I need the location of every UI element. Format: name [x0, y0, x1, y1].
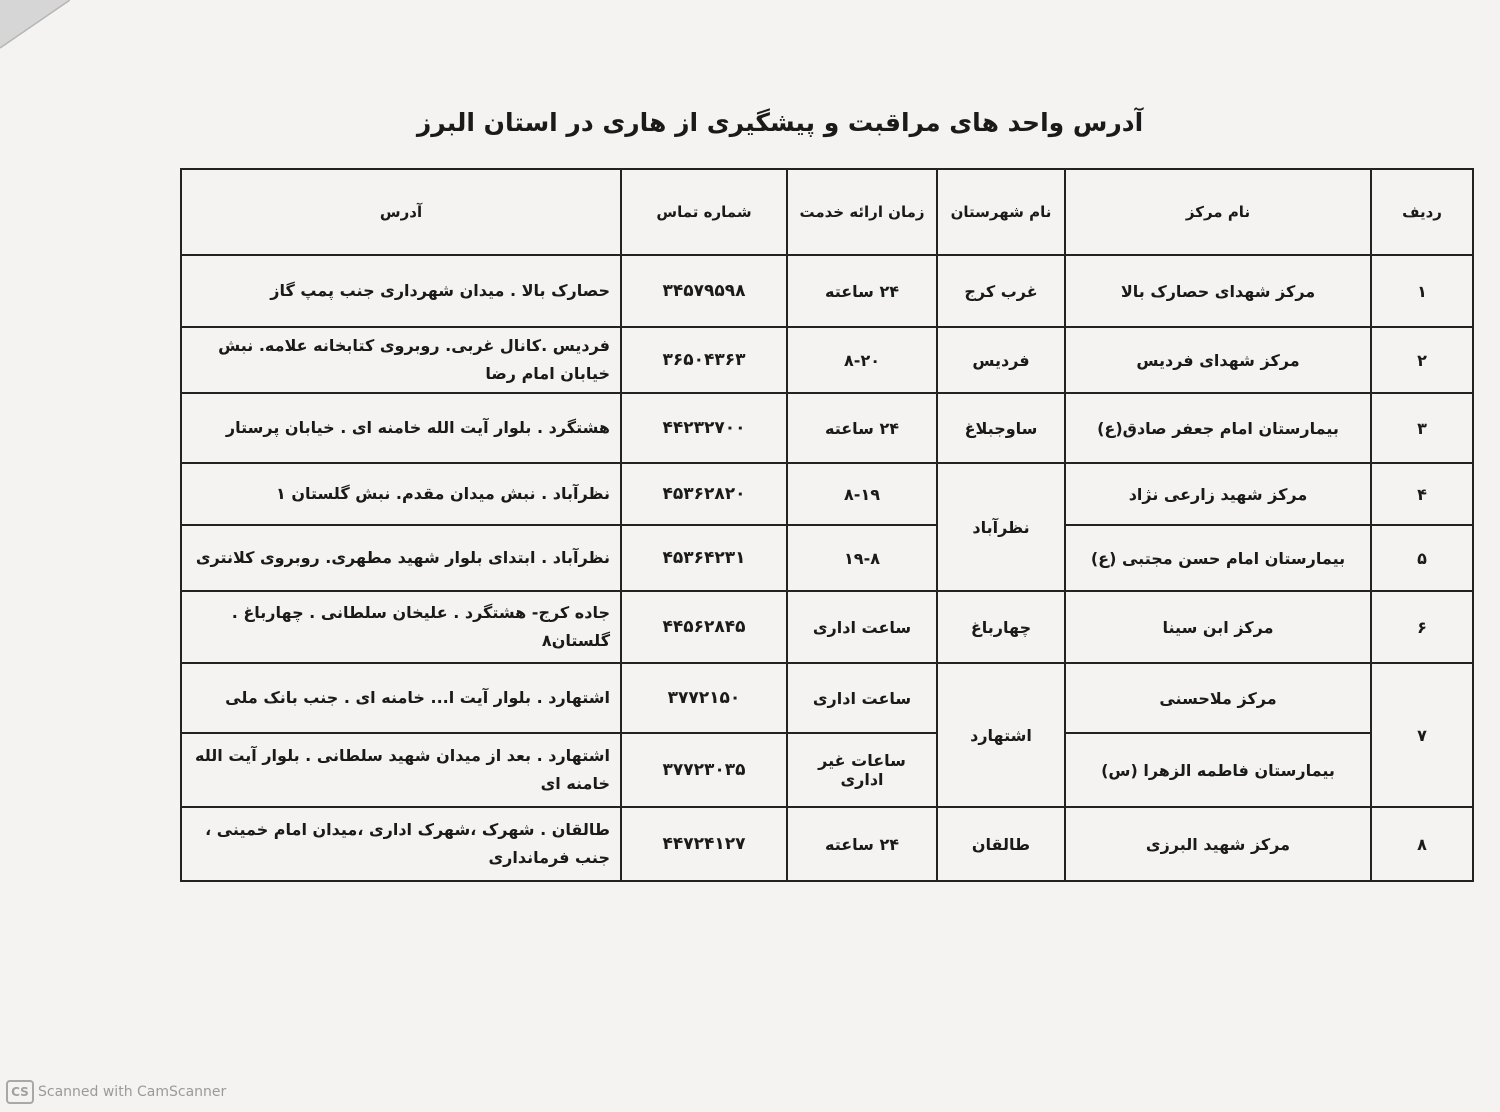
- header-service-hours: زمان ارائه خدمت: [787, 169, 937, 255]
- page-corner-shadow: [0, 0, 70, 50]
- center-name: مرکز شهدای فردیس: [1065, 327, 1371, 393]
- centers-table: [180, 168, 1474, 882]
- row-number: ۵: [1371, 525, 1473, 591]
- header-city: نام شهرستان: [937, 169, 1065, 255]
- service-hours: ساعت اداری: [787, 591, 937, 663]
- address: اشتهارد . بعد از میدان شهید سلطانی . بلوار آیت الله خامنه ای: [181, 733, 621, 807]
- city-name: نظرآباد: [937, 463, 1065, 591]
- service-hours: ساعت اداری: [787, 663, 937, 733]
- center-name: بیمارستان امام جعفر صادق(ع): [1065, 393, 1371, 463]
- table-row: [181, 663, 1473, 733]
- service-hours: ۲۴ ساعته: [787, 807, 937, 881]
- center-name: مرکز شهید زارعی نژاد: [1065, 463, 1371, 525]
- phone-number: ۳۴۵۷۹۵۹۸: [621, 255, 787, 327]
- phone-number: ۳۶۵۰۴۳۶۳: [621, 327, 787, 393]
- city-name: ساوجبلاغ: [937, 393, 1065, 463]
- center-name: بیمارستان فاطمه الزهرا (س): [1065, 733, 1371, 807]
- table-row: [181, 463, 1473, 525]
- service-hours: ۱۹-۸: [787, 525, 937, 591]
- table-row: [181, 591, 1473, 663]
- address: حصارک بالا . میدان شهرداری جنب پمپ گاز: [181, 255, 621, 327]
- address: طالقان . شهرک ،شهرک اداری ،میدان امام خمینی ، جنب فرمانداری: [181, 807, 621, 881]
- phone-number: ۴۵۳۶۲۸۲۰: [621, 463, 787, 525]
- center-name: مرکز ملاحسنی: [1065, 663, 1371, 733]
- service-hours: ۸-۱۹: [787, 463, 937, 525]
- service-hours: ۲۴ ساعته: [787, 255, 937, 327]
- table-row: [181, 327, 1473, 393]
- address: نظرآباد . ابتدای بلوار شهید مطهری. روبروی کلانتری: [181, 525, 621, 591]
- service-hours: ۸-۲۰: [787, 327, 937, 393]
- scanner-text: Scanned with CamScanner: [38, 1084, 227, 1100]
- phone-number: ۳۷۷۲۳۰۳۵: [621, 733, 787, 807]
- city-name: اشتهارد: [937, 663, 1065, 807]
- city-name: چهارباغ: [937, 591, 1065, 663]
- camscanner-watermark: [6, 1080, 226, 1104]
- address: نظرآباد . نبش میدان مقدم. نبش گلستان ۱: [181, 463, 621, 525]
- city-name: طالقان: [937, 807, 1065, 881]
- row-number: ۳: [1371, 393, 1473, 463]
- phone-number: ۴۵۳۶۴۲۳۱: [621, 525, 787, 591]
- service-hours: ۲۴ ساعته: [787, 393, 937, 463]
- center-name: بیمارستان امام حسن مجتبی (ع): [1065, 525, 1371, 591]
- city-name: غرب کرج: [937, 255, 1065, 327]
- row-number: ۶: [1371, 591, 1473, 663]
- camscanner-logo-icon: CS: [6, 1080, 34, 1104]
- center-name: مرکز شهید البرزی: [1065, 807, 1371, 881]
- row-number: ۱: [1371, 255, 1473, 327]
- page-title: آدرس واحد های مراقبت و پیشگیری از هاری در استان البرز: [416, 108, 1144, 137]
- table-row: [181, 393, 1473, 463]
- row-number: ۸: [1371, 807, 1473, 881]
- address: هشتگرد . بلوار آیت الله خامنه ای . خیابان پرستار: [181, 393, 621, 463]
- address: فردیس .کانال غربی. روبروی کتابخانه علامه. نبش خیابان امام رضا: [181, 327, 621, 393]
- phone-number: ۳۷۷۲۱۵۰: [621, 663, 787, 733]
- row-number: ۴: [1371, 463, 1473, 525]
- header-row-number: ردیف: [1371, 169, 1473, 255]
- phone-number: ۴۴۷۲۴۱۲۷: [621, 807, 787, 881]
- table-row: [181, 525, 1473, 591]
- header-center-name: نام مرکز: [1065, 169, 1371, 255]
- center-name: مرکز شهدای حصارک بالا: [1065, 255, 1371, 327]
- table-header-row: [181, 169, 1473, 255]
- address: جاده کرج- هشتگرد . علیخان سلطانی . چهارباغ . گلستان۸: [181, 591, 621, 663]
- center-name: مرکز ابن سینا: [1065, 591, 1371, 663]
- table-row: [181, 807, 1473, 881]
- phone-number: ۴۴۵۶۲۸۴۵: [621, 591, 787, 663]
- table-row: [181, 255, 1473, 327]
- service-hours: ساعات غیر اداری: [787, 733, 937, 807]
- city-name: فردیس: [937, 327, 1065, 393]
- address: اشتهارد . بلوار آیت ا... خامنه ای . جنب بانک ملی: [181, 663, 621, 733]
- header-address: آدرس: [181, 169, 621, 255]
- row-number: ۷: [1371, 663, 1473, 807]
- row-number: ۲: [1371, 327, 1473, 393]
- table-row: [181, 733, 1473, 807]
- phone-number: ۴۴۲۳۲۷۰۰: [621, 393, 787, 463]
- header-phone: شماره تماس: [621, 169, 787, 255]
